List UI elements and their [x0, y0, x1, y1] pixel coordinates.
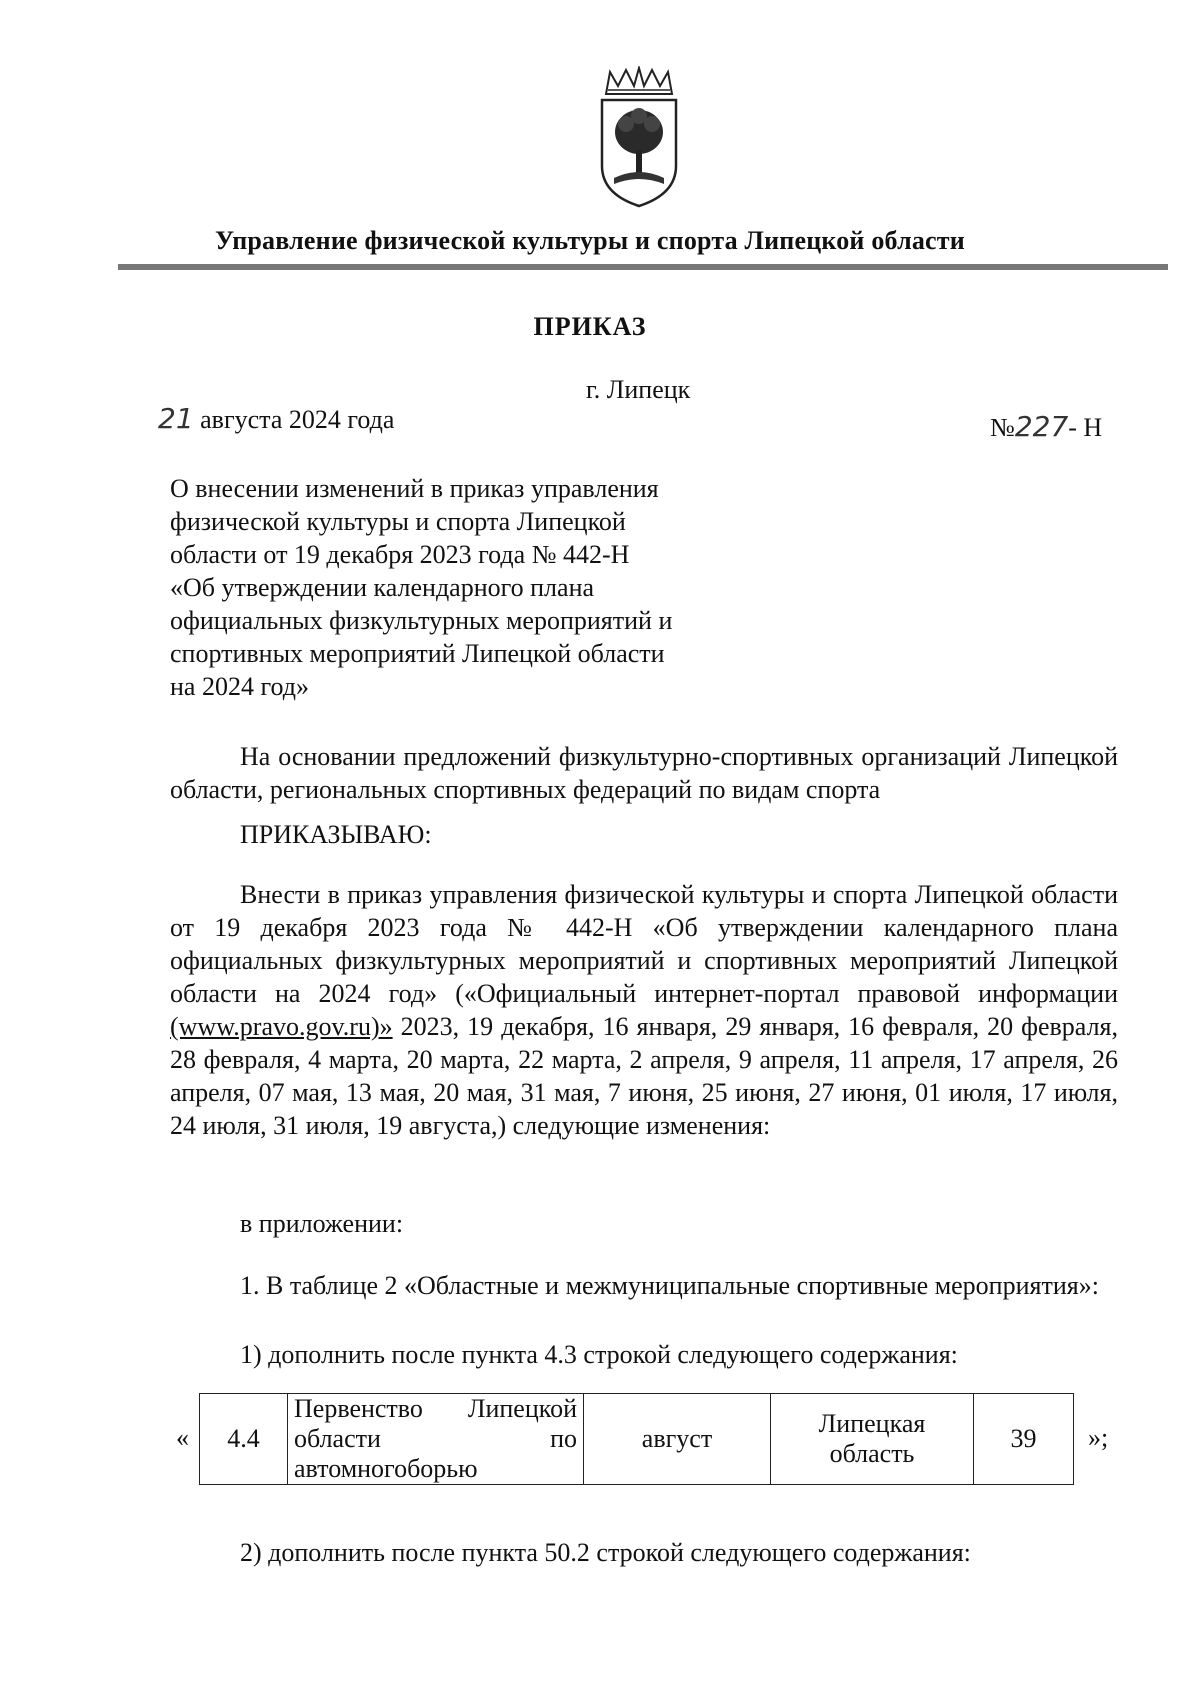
- header-divider: [118, 264, 1168, 270]
- event-name: [288, 1394, 584, 1485]
- subject-line: О внесении изменений в приказ управления: [170, 474, 659, 503]
- number-prefix: №: [990, 413, 1015, 442]
- subject-line: спортивных мероприятий Липецкой области: [170, 639, 665, 668]
- sub-item-1: 1) дополнить после пункта 4.3 строкой следующего содержания:: [240, 1340, 958, 1369]
- pravo-link[interactable]: (www.pravo.gov.ru)»: [170, 1012, 393, 1041]
- document-city: г. Липецк: [586, 375, 691, 404]
- subject-line: официальных физкультурных мероприятий и: [170, 606, 673, 635]
- event-place: [771, 1394, 974, 1485]
- coat-of-arms-icon: [596, 66, 682, 210]
- basis-paragraph: На основании предложений физкультурно-спортивных организаций Липецкой области, региональных спортивных федераций по видам спорта: [170, 742, 1118, 804]
- handwritten-number: 227: [1014, 410, 1069, 443]
- amendment-text-2: 2023, 19 декабря, 16 января, 29 января, 16 февраля, 20 февраля, 28 февраля, 4 марта, 20 марта, 22 марта, 2 апреля, 9 апреля, 11 апреля, 17 апреля, 26 апреля, 07 мая, 13 мая, 20 мая, 31 мая, 7 июня, 25 июня, 27 июня, 01 июля, 17 июля, 24 июля, 31 июля, 19 августа,) следующие изменения:: [170, 1012, 1118, 1140]
- sub-item-2: 2) дополнить после пункта 50.2 строкой следующего содержания:: [240, 1538, 971, 1567]
- order-word: ПРИКАЗЫВАЮ:: [240, 820, 432, 849]
- event-name-line: Первенство Липецкой: [294, 1394, 577, 1423]
- inserted-row-table: [199, 1393, 1074, 1485]
- event-place-line: Липецкая: [818, 1409, 926, 1438]
- document-date: [158, 402, 394, 435]
- subject-line: области от 19 декабря 2023 года № 442-Н: [170, 540, 630, 569]
- date-rest: августа 2024 года: [200, 405, 395, 434]
- open-quote: «: [176, 1423, 189, 1452]
- amendment-paragraph: [170, 878, 1118, 1142]
- event-place-line: область: [829, 1439, 915, 1468]
- handwritten-day: 21: [158, 402, 194, 435]
- subject-line: «Об утверждении календарного плана: [170, 573, 595, 602]
- annex-heading: в приложении:: [240, 1209, 404, 1238]
- document-type: ПРИКАЗ: [533, 312, 647, 341]
- participants-count: 39: [974, 1394, 1074, 1485]
- table-row: [200, 1394, 1074, 1485]
- subject-line: на 2024 год»: [170, 672, 309, 701]
- organization-name: Управление физической культуры и спорта Липецкой области: [215, 226, 965, 255]
- event-name-line: области по: [294, 1424, 577, 1453]
- subject-line: физической культуры и спорта Липецкой: [170, 507, 626, 536]
- amendment-text-1: Внести в приказ управления физической культуры и спорта Липецкой области от 19 декабря 2023 года № 442-Н «Об утверждении календарного плана официальных физкультурных мероприятий и спортивных мероприятий Липецкой области на 2024 год» («Официальный интернет-портал правовой информации: [170, 880, 1118, 1008]
- row-number: 4.4: [200, 1394, 288, 1485]
- number-suffix: - Н: [1068, 413, 1103, 442]
- event-month: август: [584, 1394, 771, 1485]
- event-name-line: автомногоборью: [294, 1454, 478, 1483]
- document-subject: [170, 472, 730, 703]
- item-1: 1. В таблице 2 «Областные и межмуниципальные спортивные мероприятия»:: [240, 1271, 1099, 1300]
- document-number: [990, 410, 1102, 443]
- close-quote: »;: [1088, 1423, 1109, 1452]
